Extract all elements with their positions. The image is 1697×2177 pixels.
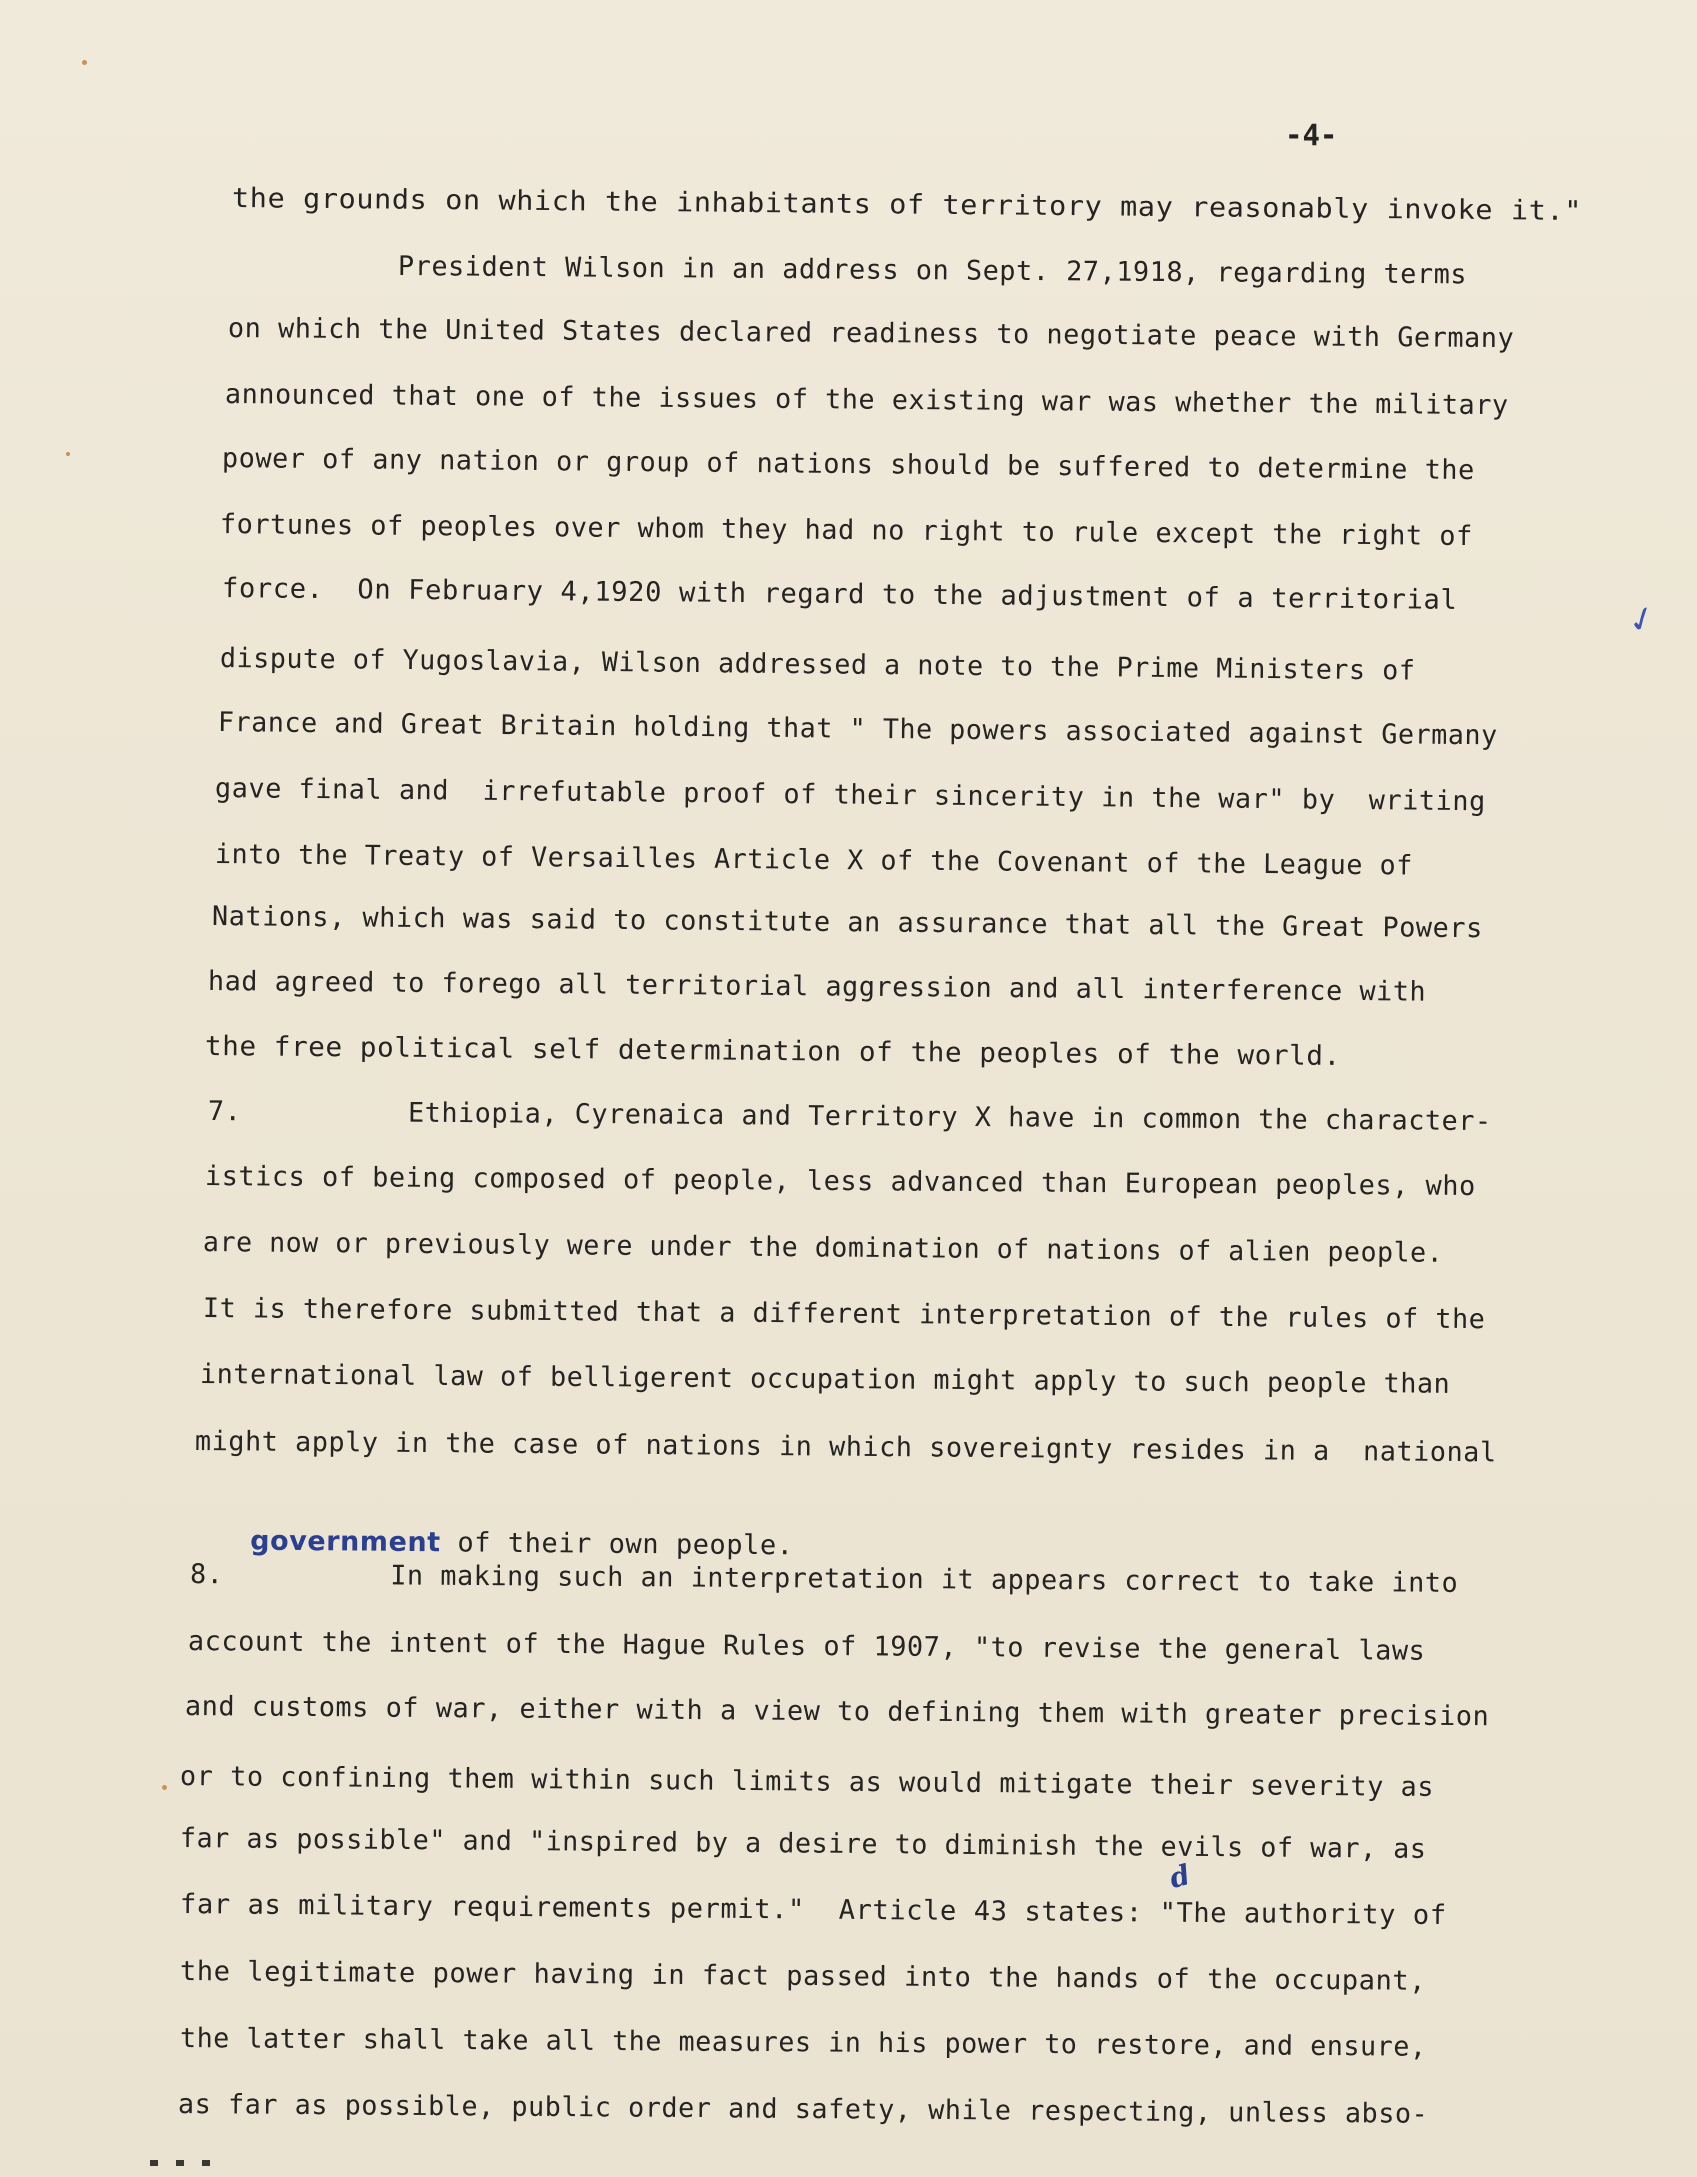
text-line-7: force. On February 4,1920 with regard to the adjustment of a territorial xyxy=(221,573,1458,616)
text-line-s8-9: as far as possible, public order and safety, while respecting, unless abso- xyxy=(177,2089,1429,2130)
text-line-1: the grounds on which the inhabitants of territory may reasonably invoke it." xyxy=(231,183,1583,227)
text-line-15: 7. Ethiopia, Cyrenaica and Territory X have in common the character- xyxy=(207,1096,1492,1138)
text-line-6: fortunes of peoples over whom they had no right to rule except the right of xyxy=(219,509,1473,553)
text-line-s8-5: far as possible" and "inspired by a desire to diminish the evils of war, as xyxy=(179,1823,1427,1865)
text-line-16: istics of being composed of people, less advanced than European peoples, who xyxy=(204,1161,1476,1202)
text-line-20: might apply in the case of nations in which sovereignty resides in a national xyxy=(194,1426,1497,1469)
text-line-government-rest: of their own people. xyxy=(440,1527,794,1562)
text-line-11: into the Treaty of Versailles Article X of the Covenant of the League of xyxy=(214,839,1413,882)
text-line-4: announced that one of the issues of the existing war was whether the military xyxy=(224,379,1509,422)
handwritten-check-mark-icon: ✓ xyxy=(1622,596,1663,644)
text-line-s8-8: the latter shall take all the measures in his power to restore, and ensure, xyxy=(179,2023,1427,2063)
text-line-s8-1: 8. In making such an interpretation it appears correct to take into xyxy=(189,1559,1459,1599)
cut-off-next-line xyxy=(150,2160,220,2166)
text-line-14: the free political self determination of the peoples of the world. xyxy=(204,1031,1341,1072)
page-number: -4- xyxy=(1285,118,1338,152)
paper-speck xyxy=(66,452,70,456)
text-line-2: President Wilson in an address on Sept. 27,1918, regarding terms xyxy=(397,251,1468,291)
text-line-3: on which the United States declared readiness to negotiate peace with Germany xyxy=(227,313,1515,355)
handwritten-quote-correction: d xyxy=(1166,1858,1194,1895)
text-line-8: dispute of Yugoslavia, Wilson addressed a note to the Prime Ministers of xyxy=(219,643,1416,687)
text-line-9: France and Great Britain holding that " The powers associated against Germany xyxy=(217,707,1498,752)
text-line-s8-4: or to confining them within such limits as would mitigate their severity as xyxy=(179,1761,1435,1803)
paper-speck xyxy=(162,1785,167,1790)
text-line-10: gave final and irrefutable proof of their sincerity in the war" by writing xyxy=(214,773,1486,818)
text-line-s8-2: account the intent of the Hague Rules of 1907, "to revise the general laws xyxy=(187,1626,1426,1667)
text-line-5: power of any nation or group of nations should be suffered to determine the xyxy=(221,443,1475,487)
text-line-19: international law of belligerent occupation might apply to such people than xyxy=(199,1359,1451,1400)
text-line-13: had agreed to forego all territorial aggression and all interference with xyxy=(207,966,1427,1008)
text-line-12: Nations, which was said to constitute an assurance that all the Great Powers xyxy=(211,901,1483,945)
text-line-17: are now or previously were under the domination of nations of alien people. xyxy=(202,1227,1444,1269)
paper-speck xyxy=(82,60,87,65)
text-line-18: It is therefore submitted that a different interpretation of the rules of the xyxy=(202,1293,1486,1336)
handwritten-correction-government: government xyxy=(250,1525,441,1559)
text-line-s8-3: and customs of war, either with a view to defining them with greater precision xyxy=(184,1691,1490,1733)
text-line-s8-6: far as military requirements permit." Article 43 states: "The authority of xyxy=(179,1889,1447,1932)
text-line-s8-7: the legitimate power having in fact passed into the hands of the occupant, xyxy=(179,1956,1427,1997)
